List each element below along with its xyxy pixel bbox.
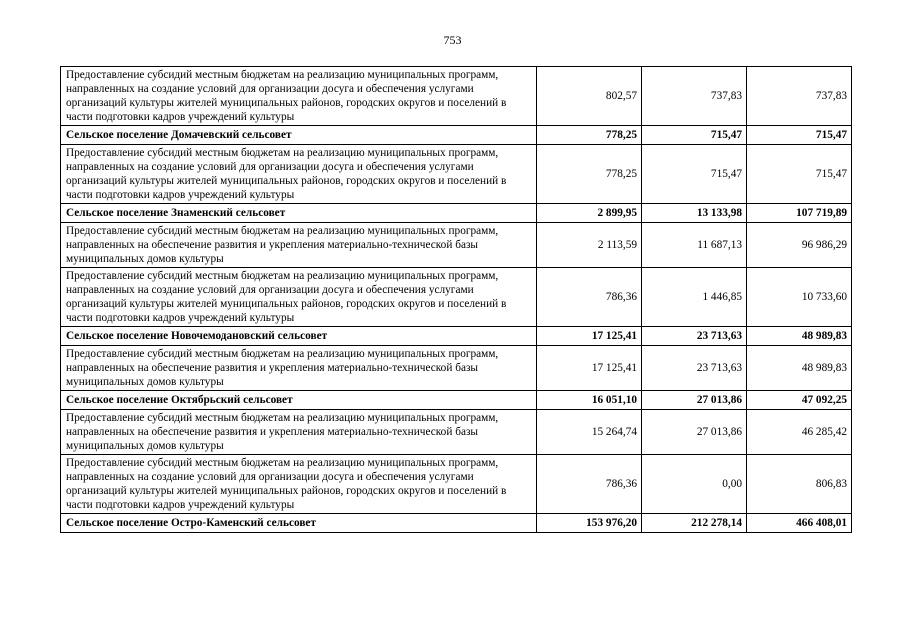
table-row: [61, 145, 852, 204]
value-col-3: 10 733,60: [747, 268, 852, 327]
value-col-2: 23 713,63: [642, 327, 747, 346]
value-col-2: 737,83: [642, 67, 747, 126]
value-col-3: 715,47: [747, 145, 852, 204]
table-body: [61, 67, 852, 533]
subsidy-description: Предоставление субсидий местным бюджетам на реализацию муниципальных программ, направленных на обеспечение развития и укрепления материально-технической базы муниципальных домов культуры: [61, 223, 537, 268]
value-col-1: 17 125,41: [537, 327, 642, 346]
section-row: [61, 204, 852, 223]
value-col-2: 715,47: [642, 145, 747, 204]
page-number: 753: [443, 33, 462, 47]
subsidy-description: Предоставление субсидий местным бюджетам на реализацию муниципальных программ, направленных на создание условий для организации досуга и обеспечения услугами организаций культуры жителей муниципальных районов, городских округов и поселений в части подготовки кадров учреждений культуры: [61, 145, 537, 204]
value-col-1: 778,25: [537, 145, 642, 204]
table-row: [61, 268, 852, 327]
value-col-1: 786,36: [537, 268, 642, 327]
section-row: [61, 514, 852, 533]
value-col-3: 48 989,83: [747, 346, 852, 391]
value-col-2: 1 446,85: [642, 268, 747, 327]
section-row: [61, 126, 852, 145]
value-col-2: 0,00: [642, 455, 747, 514]
value-col-1: 17 125,41: [537, 346, 642, 391]
table-row: [61, 67, 852, 126]
settlement-name: Сельское поселение Знаменский сельсовет: [61, 204, 537, 223]
settlement-name: Сельское поселение Октябрьский сельсовет: [61, 391, 537, 410]
value-col-3: 96 986,29: [747, 223, 852, 268]
value-col-1: 2 113,59: [537, 223, 642, 268]
value-col-1: 2 899,95: [537, 204, 642, 223]
table-row: [61, 223, 852, 268]
value-col-3: 715,47: [747, 126, 852, 145]
value-col-2: 27 013,86: [642, 391, 747, 410]
value-col-3: 48 989,83: [747, 327, 852, 346]
value-col-1: 153 976,20: [537, 514, 642, 533]
value-col-3: 466 408,01: [747, 514, 852, 533]
section-row: [61, 327, 852, 346]
value-col-1: 786,36: [537, 455, 642, 514]
value-col-3: 46 285,42: [747, 410, 852, 455]
settlement-name: Сельское поселение Домачевский сельсовет: [61, 126, 537, 145]
table-row: [61, 410, 852, 455]
table-row: [61, 346, 852, 391]
subsidy-description: Предоставление субсидий местным бюджетам на реализацию муниципальных программ, направленных на создание условий для организации досуга и обеспечения услугами организаций культуры жителей муниципальных районов, городских округов и поселений в части подготовки кадров учреждений культуры: [61, 67, 537, 126]
value-col-3: 107 719,89: [747, 204, 852, 223]
value-col-3: 806,83: [747, 455, 852, 514]
value-col-2: 23 713,63: [642, 346, 747, 391]
settlement-name: Сельское поселение Остро-Каменский сельсовет: [61, 514, 537, 533]
subsidy-description: Предоставление субсидий местным бюджетам на реализацию муниципальных программ, направленных на обеспечение развития и укрепления материально-технической базы муниципальных домов культуры: [61, 346, 537, 391]
table-row: [61, 455, 852, 514]
value-col-2: 212 278,14: [642, 514, 747, 533]
value-col-1: 16 051,10: [537, 391, 642, 410]
value-col-2: 13 133,98: [642, 204, 747, 223]
value-col-2: 715,47: [642, 126, 747, 145]
value-col-1: 778,25: [537, 126, 642, 145]
value-col-2: 11 687,13: [642, 223, 747, 268]
subsidy-description: Предоставление субсидий местным бюджетам на реализацию муниципальных программ, направленных на обеспечение развития и укрепления материально-технической базы муниципальных домов культуры: [61, 410, 537, 455]
budget-table: [60, 66, 852, 533]
value-col-3: 47 092,25: [747, 391, 852, 410]
section-row: [61, 391, 852, 410]
value-col-2: 27 013,86: [642, 410, 747, 455]
value-col-1: 802,57: [537, 67, 642, 126]
value-col-3: 737,83: [747, 67, 852, 126]
subsidy-description: Предоставление субсидий местным бюджетам на реализацию муниципальных программ, направленных на создание условий для организации досуга и обеспечения услугами организаций культуры жителей муниципальных районов, городских округов и поселений в части подготовки кадров учреждений культуры: [61, 268, 537, 327]
value-col-1: 15 264,74: [537, 410, 642, 455]
subsidy-description: Предоставление субсидий местным бюджетам на реализацию муниципальных программ, направленных на создание условий для организации досуга и обеспечения услугами организаций культуры жителей муниципальных районов, городских округов и поселений в части подготовки кадров учреждений культуры: [61, 455, 537, 514]
settlement-name: Сельское поселение Новочемодановский сельсовет: [61, 327, 537, 346]
